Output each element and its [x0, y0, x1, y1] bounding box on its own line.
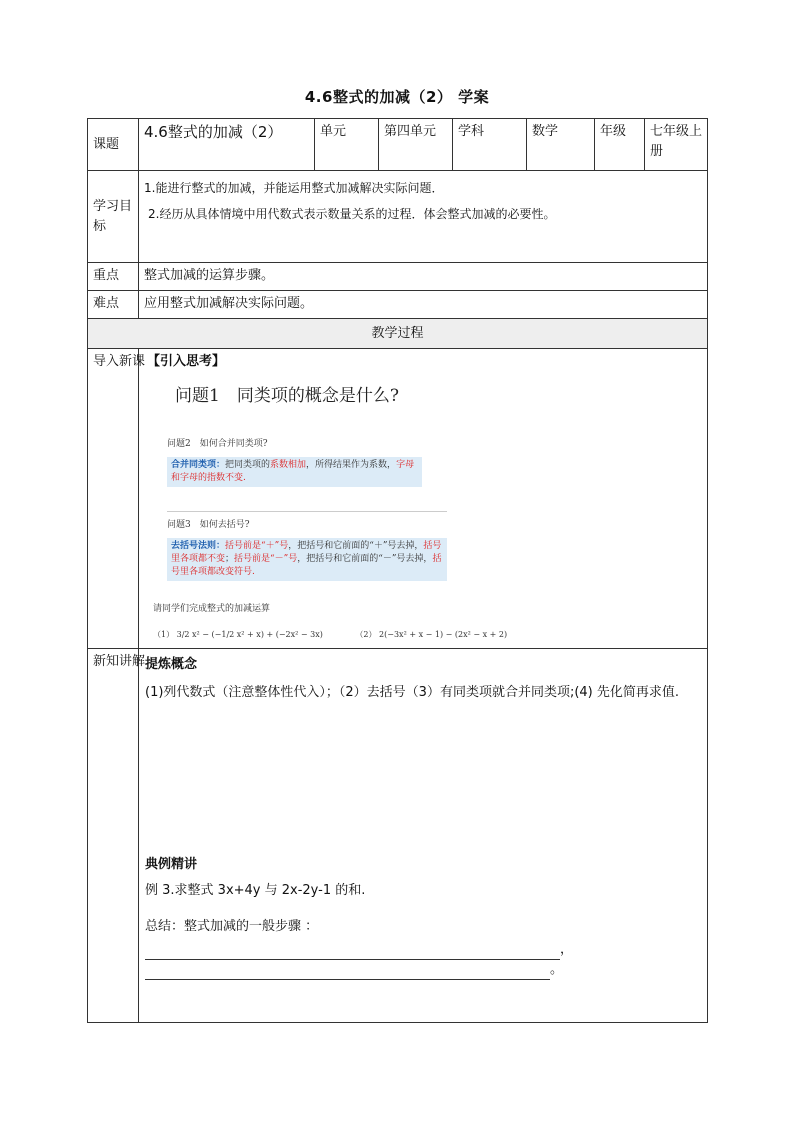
q2-rule-name: 合并同类项： — [171, 460, 226, 470]
q3-rule-g: 括号里各项都改变符号. — [171, 554, 442, 577]
objective-item: 2.经历从具体情境中用代数式表示数量关系的过程．体会整式加减的必要性。 — [148, 207, 556, 221]
key-point-label: 重点 — [88, 263, 139, 291]
difficulty-row — [88, 291, 708, 319]
lesson-table — [87, 118, 708, 1023]
blank-line-2 — [145, 960, 702, 980]
question-3-box — [167, 511, 447, 581]
q2-rule-a: 把同类项的 — [225, 460, 271, 470]
exercise-title: 请同学们完成整式的加减运算 — [153, 604, 271, 614]
objectives-content — [139, 171, 708, 263]
course-value: 4.6整式的加减（2） — [139, 119, 315, 171]
example-heading: 典例精讲 — [145, 857, 198, 872]
grade-value: 七年级上册 — [645, 119, 708, 171]
q2-rule-b: 系数相加 — [270, 460, 307, 470]
q3-rule-d: ； — [225, 554, 235, 564]
subject-label: 学科 — [453, 119, 527, 171]
new-knowledge-label — [88, 649, 146, 1023]
grade-label: 年级 — [595, 119, 645, 171]
concept-heading: 提炼概念 — [145, 657, 198, 672]
fill-blank[interactable] — [145, 945, 560, 960]
new-knowledge-row — [88, 649, 708, 1023]
intro-content — [139, 349, 708, 649]
header-row — [88, 119, 708, 171]
exercise-2: （2） 2(−3x² + x − 1) − (2x² − x + 2) — [355, 630, 508, 639]
example-text: 例 3.求整式 3x+4y 与 2x-2y-1 的和. — [145, 883, 366, 898]
q2-rule-d: 字母和字母的指数不变. — [171, 460, 415, 483]
objective-item: 1.能进行整式的加减，并能运用整式加减解决实际问题． — [144, 181, 444, 195]
course-label: 课题 — [88, 119, 139, 171]
new-knowledge-content — [139, 649, 708, 1023]
blank-line-1 — [145, 940, 702, 960]
question-3-rule — [167, 538, 447, 581]
unit-label: 单元 — [315, 119, 379, 171]
q3-rule-name: 去括号法则： — [171, 541, 226, 551]
q3-rule-a: 括号前是“＋”号 — [225, 541, 289, 551]
subject-value: 数学 — [527, 119, 595, 171]
process-header-row — [88, 319, 708, 349]
summary-text: 总结：整式加减的一般步骤 ： — [145, 919, 319, 934]
q3-rule-e: 括号前是“－”号 — [234, 554, 298, 564]
unit-value: 第四单元 — [379, 119, 453, 171]
q3-rule-c: 括号里各项都不变 — [171, 541, 442, 564]
objectives-row — [88, 171, 708, 263]
question-2-rule — [167, 457, 422, 487]
question-2-box — [167, 434, 422, 487]
key-point-row — [88, 263, 708, 291]
intro-label — [88, 349, 146, 649]
fill-blank[interactable] — [145, 965, 550, 980]
page-title: 4.6整式的加减（2） 学案 — [304, 88, 490, 106]
blank-1-end: ， — [560, 942, 574, 957]
q3-rule-b: ，把括号和它前面的“＋”号去掉， — [288, 541, 424, 551]
question-2-title: 问题2 如何合并同类项? — [167, 439, 268, 449]
question-3-title: 问题3 如何去括号? — [167, 520, 250, 530]
q2-rule-c: ，所得结果作为系数， — [306, 460, 397, 470]
blank-2-end: 。 — [550, 962, 564, 977]
concept-text: (1)列代数式（注意整体性代入）；（2）去括号（3）有同类项就合并同类项;(4) 先化简再求值. — [145, 685, 680, 700]
new-knowledge-label-text: 新知讲解 — [93, 654, 146, 669]
intro-row — [88, 349, 708, 649]
intro-label-text: 导入新课 — [93, 354, 146, 369]
question-1: 问题1 同类项的概念是什么? — [175, 386, 399, 406]
process-header: 教学过程 — [88, 319, 708, 349]
exercise-1: （1） 3/2 x² − (−1/2 x² + x) + (−2x² − 3x) — [153, 630, 323, 639]
key-point-text: 整式加减的运算步骤。 — [139, 263, 708, 291]
q3-rule-f: ，把括号和它前面的“－”号去掉， — [297, 554, 433, 564]
exercise-block — [153, 599, 702, 645]
intro-heading: 【引入思考】 — [147, 354, 226, 369]
objectives-label: 学习目标 — [88, 171, 139, 263]
difficulty-text: 应用整式加减解决实际问题。 — [139, 291, 708, 319]
difficulty-label: 难点 — [88, 291, 139, 319]
